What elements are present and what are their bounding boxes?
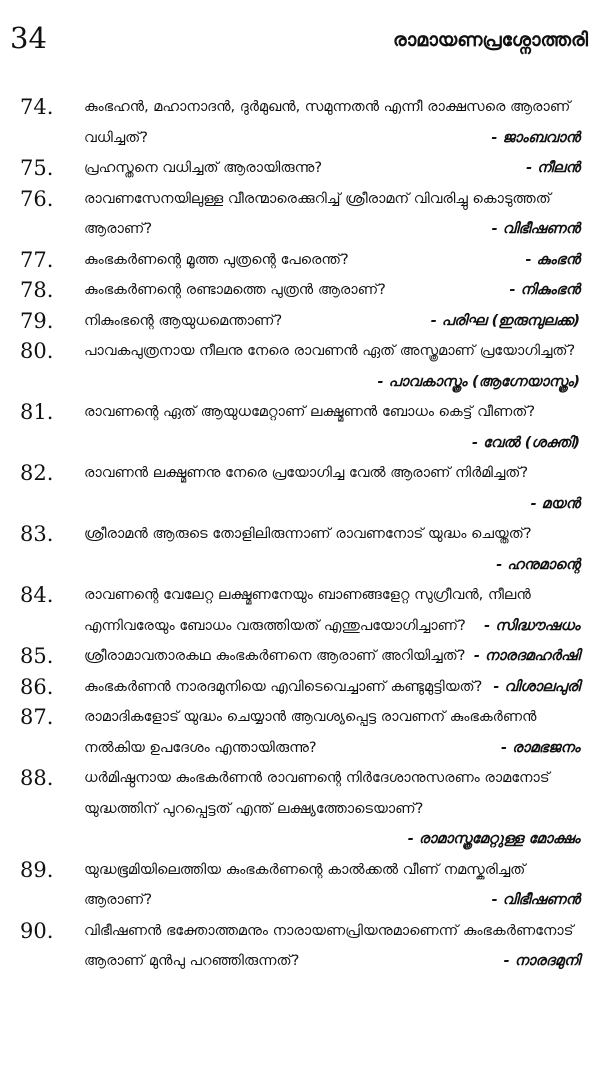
question-body: [84, 458, 588, 519]
answer-text: - മയൻ: [530, 495, 580, 512]
question-item: [0, 153, 600, 184]
question-item: [0, 184, 600, 245]
question-number: 74.: [20, 95, 54, 119]
question-text: രാവണസേനയിലുള്ള വീരന്മാരെക്കുറിച്ച് ശ്രീരാമന് വിവരിച്ചു കൊടുത്തത് ആരാണ്?: [84, 190, 551, 237]
question-number: 80.: [20, 339, 54, 363]
question-number: 75.: [20, 156, 54, 180]
question-number: 85.: [20, 644, 54, 668]
question-number: 86.: [20, 674, 54, 699]
question-item: [0, 855, 600, 916]
question-body: [84, 275, 588, 306]
answer-text: - പരിഘ (ഇരുമ്പുലക്ക): [430, 312, 580, 329]
question-text: കുംഭകർണന്റെ രണ്ടാമത്തെ പുത്രൻ ആരാണ്?: [84, 282, 386, 298]
question-text: പാവകപുത്രനായ നീലനു നേരെ രാവണൻ ഏത് അസ്ത്രമാണ് പ്രയോഗിച്ചത്?: [84, 343, 576, 359]
question-number: 88.: [20, 766, 54, 790]
question-item: [0, 275, 600, 306]
answer-text: - രാമാസ്ത്രമേറ്റുള്ള മോക്ഷം: [407, 831, 580, 847]
question-text: കുംഭകർണന്റെ മൂത്ത പുത്രന്റെ പേരെന്ത്?: [84, 251, 349, 268]
question-number: 78.: [20, 278, 54, 302]
answer-text: - നികുംഭൻ: [509, 282, 580, 298]
question-item: [0, 916, 600, 977]
question-item: [0, 306, 600, 337]
question-body: [84, 153, 588, 184]
answer-text: - വിഭീഷണൻ: [491, 892, 580, 908]
answer-text: - ജാംബവാൻ: [491, 129, 580, 146]
question-body: [84, 763, 588, 855]
question-item: [0, 397, 600, 458]
question-number: 81.: [20, 400, 54, 424]
question-text: ശ്രീരാമാവതാരകഥ കുംഭകർണനെ ആരാണ് അറിയിച്ചത്?: [84, 648, 466, 664]
question-item: [0, 672, 600, 703]
question-text: ശ്രീരാമൻ ആരുടെ തോളിലിരുന്നാണ് രാവണനോട് യുദ്ധം ചെയ്തത്?: [84, 526, 532, 542]
question-number: 89.: [20, 857, 54, 882]
answer-text: - പാവകാസ്ത്രം (ആഗ്നേയാസ്ത്രം): [377, 373, 580, 390]
question-item: [0, 702, 600, 763]
answer-text: - വേൽ (ശക്തി): [471, 434, 580, 451]
question-body: [84, 92, 588, 153]
question-list: [0, 92, 600, 977]
question-item: [0, 763, 600, 855]
question-item: [0, 641, 600, 672]
question-text: രാവണൻ ലക്ഷ്മണനു നേരെ പ്രയോഗിച്ച വേൽ ആരാണ് നിർമിച്ചത്?: [84, 465, 529, 481]
question-text: പ്രഹസ്തനെ വധിച്ചത് ആരായിരുന്നു?: [84, 160, 323, 176]
question-number: 82.: [20, 461, 54, 485]
answer-text: - രാമഭജനം: [501, 739, 580, 756]
question-item: [0, 580, 600, 641]
answer-text: - വിഭീഷണൻ: [491, 221, 580, 237]
question-number: 90.: [20, 918, 54, 943]
question-item: [0, 458, 600, 519]
question-body: [84, 580, 588, 641]
answer-text: - നീലൻ: [526, 160, 580, 176]
answer-text: - ഹനുമാന്റെ: [496, 556, 580, 573]
question-body: [84, 184, 588, 245]
question-text: രാമാദികളോട് യുദ്ധം ചെയ്യാൻ ആവശ്യപ്പെട്ട രാവണന് കുംഭകർണൻ നൽകിയ ഉപദേശം എന്തായിരുന്നു?: [84, 709, 537, 756]
answer-text: - സിദ്ധൗഷധം: [484, 617, 580, 634]
answer-text: - നാരദമുനി: [503, 953, 580, 969]
question-text: രാവണന്റെ വേലേറ്റ ലക്ഷ്മണനേയും ബാണങ്ങളേറ്റ സുഗ്രീവൻ, നീലൻ എന്നിവരേയും ബോധം വരുത്തിയത് എന്തുപയോഗിച്ചാണ്?: [84, 587, 531, 634]
question-body: [84, 519, 588, 580]
question-item: [0, 519, 600, 580]
question-text: കുംഭഹൻ, മഹാനാദൻ, ദുർമുഖൻ, സമുന്നതൻ എന്നീ രാക്ഷസരെ ആരാണ് വധിച്ചത്?: [84, 99, 571, 146]
question-text: കുംഭകർണൻ നാരദമുനിയെ എവിടെവെച്ചാണ് കണ്ടുമുട്ടിയത്?: [84, 678, 483, 695]
question-item: [0, 336, 600, 397]
question-text: രാവണന്റെ ഏത് ആയുധമേറ്റാണ് ലക്ഷ്മണൻ ബോധം കെട്ട് വീണത്?: [84, 404, 536, 420]
question-body: [84, 245, 588, 276]
book-title: രാമായണപ്രശ്നോത്തരി: [393, 29, 588, 51]
question-item: [0, 245, 600, 276]
question-text: വിഭീഷണൻ ഭക്തോത്തമനും നാരായണപ്രിയനുമാണെന്ന് കുംഭകർണനോട് ആരാണ് മുൻപു പറഞ്ഞിരുന്നത്?: [84, 922, 574, 969]
answer-text: - കുംഭൻ: [525, 251, 580, 268]
page-header: [0, 0, 600, 88]
question-body: [84, 336, 588, 397]
question-body: [84, 702, 588, 763]
question-item: [0, 92, 600, 153]
question-number: 79.: [20, 308, 54, 333]
question-body: [84, 672, 588, 703]
question-body: [84, 916, 588, 977]
question-number: 76.: [20, 186, 54, 211]
answer-text: - നാരദമഹർഷി: [473, 648, 580, 664]
question-number: 87.: [20, 705, 54, 729]
answer-text: - വിശാലപുരി: [493, 678, 580, 695]
question-number: 84.: [20, 583, 54, 607]
question-body: [84, 855, 588, 916]
question-body: [84, 397, 588, 458]
question-number: 83.: [20, 522, 54, 546]
question-text: ധർമിഷ്ഠനായ കുംഭകർണൻ രാവണന്റെ നിർദേശാനുസരണം രാമനോട് യുദ്ധത്തിന് പുറപ്പെട്ടത് എന്ത് ലക്ഷ്യത്തോടെയാണ്?: [84, 770, 550, 817]
question-body: [84, 306, 588, 337]
question-number: 77.: [20, 247, 54, 272]
question-body: [84, 641, 588, 672]
question-text: നികുംഭന്റെ ആയുധമെന്താണ്?: [84, 312, 283, 329]
page-number: 34: [10, 21, 47, 55]
question-text: യുദ്ധഭൂമിയിലെത്തിയ കുംഭകർണന്റെ കാൽക്കൽ വീണ് നമസ്കരിച്ചത് ആരാണ്?: [84, 861, 526, 908]
